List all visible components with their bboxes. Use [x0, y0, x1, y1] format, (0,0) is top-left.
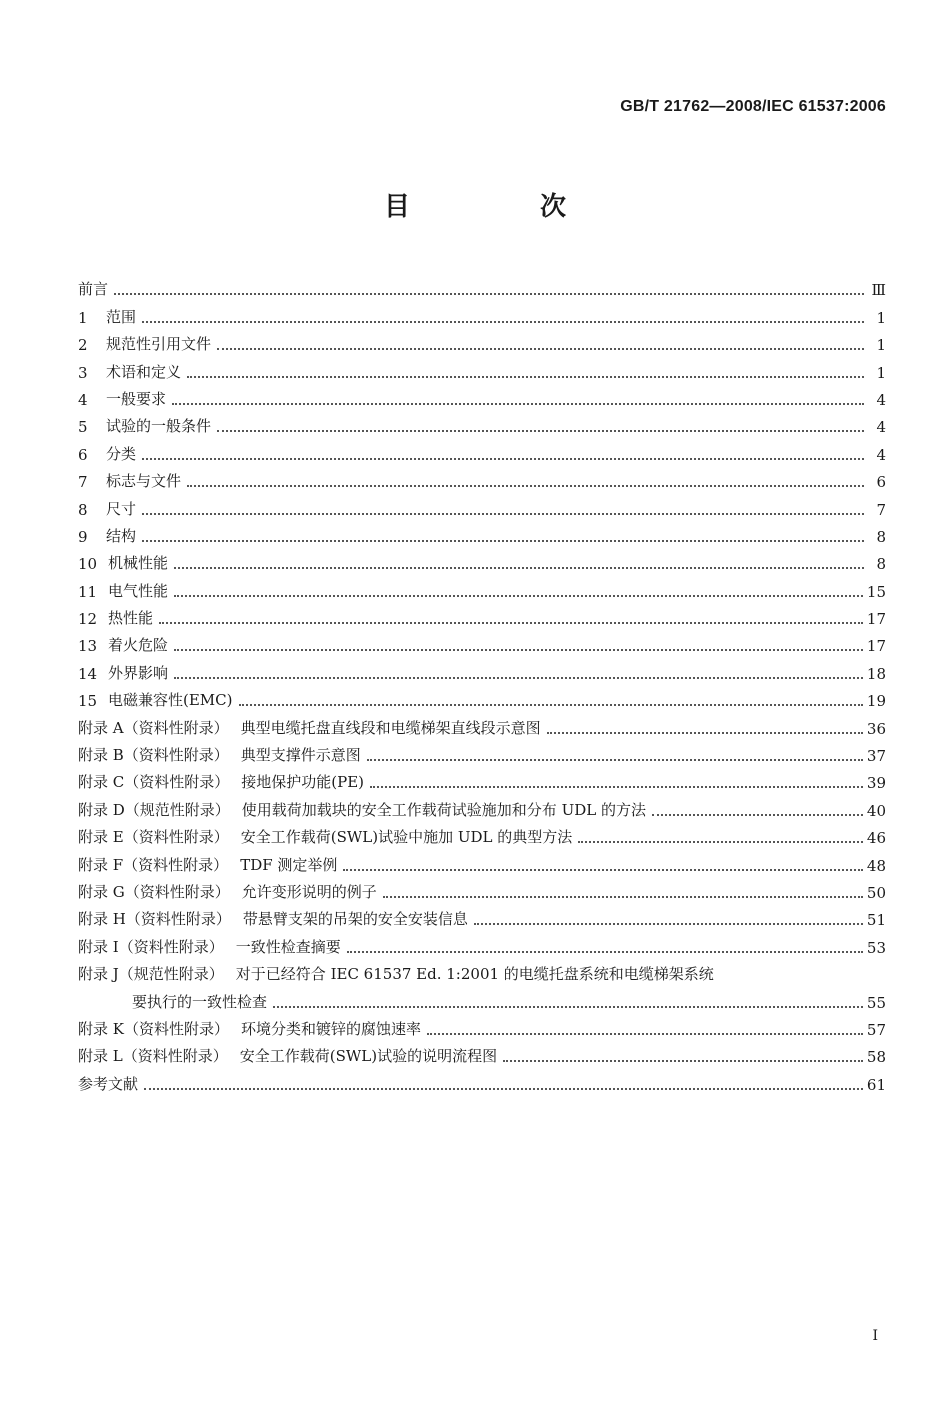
toc-leader-dots [142, 320, 864, 323]
toc-annex-label: 附录 H（资料性附录） [78, 910, 231, 929]
toc-title: 安全工作载荷(SWL)试验中施加 UDL 的典型方法 [240, 828, 573, 847]
toc-title: 参考文献 [78, 1074, 139, 1093]
toc-annex-label: 附录 E（资料性附录） [78, 828, 229, 847]
toc-title: 典型电缆托盘直线段和电缆梯架直线段示意图 [240, 718, 541, 737]
toc-title: 允许变形说明的例子 [241, 882, 377, 901]
toc-entry-annex-c[interactable] [78, 765, 886, 792]
toc-entry-annex-j-continued[interactable] [78, 984, 886, 1011]
toc-leader-dots [370, 785, 863, 788]
toc-leader-dots [187, 484, 864, 487]
page-number: Ⅰ [872, 1328, 878, 1344]
toc-title: 带悬臂支架的吊架的安全安装信息 [242, 910, 468, 929]
toc-page-number: 48 [866, 856, 886, 875]
toc-entry-foreword[interactable] [78, 272, 886, 299]
toc-page-number: 17 [866, 610, 886, 629]
toc-page-number: 17 [866, 637, 886, 656]
toc-entry-annex-f[interactable] [78, 847, 886, 874]
toc-entry[interactable] [78, 327, 886, 354]
toc-page-number: 1 [876, 308, 886, 327]
toc-title: 电气性能 [108, 581, 169, 600]
toc-leader-dots [142, 539, 864, 542]
toc-page-number: 8 [876, 527, 886, 546]
toc-title: 标志与文件 [106, 472, 182, 491]
toc-entry-annex-j[interactable] [78, 957, 886, 984]
toc-leader-dots [217, 429, 864, 432]
toc-page-number: 46 [866, 829, 886, 848]
toc-page-number: 4 [876, 390, 886, 409]
toc-entry[interactable] [78, 354, 886, 381]
toc-section-number: 14 [78, 664, 98, 683]
toc-entry[interactable] [78, 655, 886, 682]
toc-title: 试验的一般条件 [106, 417, 212, 436]
toc-entry-annex-l[interactable] [78, 1039, 886, 1066]
toc-leader-dots [174, 676, 863, 679]
toc-page-number: 51 [866, 911, 886, 930]
toc-section-number: 2 [78, 336, 88, 355]
toc-title: 规范性引用文件 [106, 335, 212, 354]
toc-leader-dots [427, 1032, 863, 1035]
toc-page-number: 18 [866, 664, 886, 683]
toc-leader-dots [187, 375, 864, 378]
toc-entry[interactable] [78, 464, 886, 491]
toc-entry-annex-g[interactable] [78, 875, 886, 902]
toc-leader-dots [174, 594, 863, 597]
toc-entry[interactable] [78, 683, 886, 710]
toc-section-number: 9 [78, 527, 88, 546]
toc-page-number: 6 [876, 473, 886, 492]
toc-leader-dots [172, 402, 864, 405]
toc-leader-dots [652, 813, 863, 816]
toc-annex-label: 附录 K（资料性附录） [78, 1019, 229, 1038]
toc-leader-dots [174, 648, 863, 651]
toc-annex-label: 附录 C（资料性附录） [78, 773, 230, 792]
toc-leader-dots [144, 1087, 863, 1090]
toc-entry[interactable] [78, 546, 886, 573]
toc-page-number: 7 [876, 500, 886, 519]
toc-annex-label: 附录 B（资料性附录） [78, 746, 229, 765]
toc-entry[interactable] [78, 628, 886, 655]
toc-annex-label: 附录 L（资料性附录） [78, 1047, 228, 1066]
toc-title: 接地保护功能(PE) [241, 773, 364, 792]
toc-annex-label: 附录 G（资料性附录） [78, 882, 230, 901]
toc-section-number: 10 [78, 555, 98, 574]
toc-leader-dots [142, 512, 864, 515]
toc-page-number: 1 [876, 363, 886, 382]
toc-leader-dots [142, 457, 864, 460]
toc-section-number: 6 [78, 445, 88, 464]
toc-leader-dots [174, 566, 864, 569]
toc-entry-bibliography[interactable] [78, 1066, 886, 1093]
toc-page-number: 4 [876, 418, 886, 437]
toc-leader-dots [383, 895, 863, 898]
toc-entry[interactable] [78, 436, 886, 463]
toc-section-number: 3 [78, 363, 88, 382]
toc-entry[interactable] [78, 519, 886, 546]
toc-page-number: 61 [866, 1075, 886, 1094]
toc-page-number: 50 [866, 883, 886, 902]
toc-leader-dots [217, 347, 864, 350]
toc-annex-label: 附录 F（资料性附录） [78, 855, 229, 874]
toc-entry-annex-b[interactable] [78, 738, 886, 765]
toc-leader-dots [367, 758, 863, 761]
toc-leader-dots [578, 840, 863, 843]
toc-entry-annex-k[interactable] [78, 1012, 886, 1039]
toc-title: 对于已经符合 IEC 61537 Ed. 1:2001 的电缆托盘系统和电缆梯架系统 [235, 965, 714, 984]
toc-page-number: 53 [866, 938, 886, 957]
toc-section-number: 1 [78, 308, 88, 327]
toc-title: 外界影响 [108, 663, 169, 682]
toc-section-number: 13 [78, 637, 98, 656]
toc-title: 机械性能 [108, 554, 169, 573]
toc-section-number: 12 [78, 610, 98, 629]
toc-section-number: 8 [78, 500, 88, 519]
toc-title: 环境分类和镀锌的腐蚀速率 [240, 1019, 421, 1038]
toc-title: 使用载荷加载块的安全工作载荷试验施加和分布 UDL 的方法 [241, 800, 646, 819]
toc-leader-dots [503, 1059, 863, 1062]
toc-annex-label: 附录 I（资料性附录） [78, 937, 224, 956]
toc-page-number: 57 [866, 1020, 886, 1039]
toc-entry-annex-i[interactable] [78, 929, 886, 956]
toc-page-number: 1 [876, 336, 886, 355]
toc-leader-dots [239, 703, 863, 706]
toc-entry[interactable] [78, 299, 886, 326]
toc-leader-dots [114, 292, 864, 295]
toc-entry[interactable] [78, 491, 886, 518]
toc-entry[interactable] [78, 601, 886, 628]
toc-title: 结构 [106, 526, 137, 545]
toc-title: 术语和定义 [106, 362, 182, 381]
toc-section-number: 7 [78, 473, 88, 492]
toc-leader-dots [343, 868, 863, 871]
standard-code: GB/T 21762—2008/IEC 61537:2006 [620, 98, 886, 115]
toc-page-number: Ⅲ [871, 281, 886, 300]
toc-page-number: 37 [866, 747, 886, 766]
toc-title: 范围 [106, 307, 137, 326]
toc-leader-dots [159, 621, 863, 624]
toc-entry-annex-a[interactable] [78, 710, 886, 737]
toc-annex-label: 附录 A（资料性附录） [78, 718, 229, 737]
toc-leader-dots [347, 950, 863, 953]
toc-page-number: 58 [866, 1048, 886, 1067]
toc-title: 电磁兼容性(EMC) [108, 691, 233, 710]
toc-page-number: 15 [866, 582, 886, 601]
toc-section-number: 4 [78, 390, 88, 409]
toc-entry-annex-d[interactable] [78, 792, 886, 819]
toc-title: 安全工作载荷(SWL)试验的说明流程图 [239, 1047, 498, 1066]
toc-section-number: 5 [78, 418, 88, 437]
toc-leader-dots [474, 922, 863, 925]
toc-title: TDF 测定举例 [240, 855, 338, 874]
toc-leader-dots [547, 731, 863, 734]
toc-page-number: 36 [866, 719, 886, 738]
toc-title: 热性能 [108, 609, 154, 628]
toc-page-number: 19 [866, 692, 886, 711]
toc-page-number: 4 [876, 445, 886, 464]
toc-leader-dots [273, 1005, 863, 1008]
toc-title: 要执行的一致性检查 [132, 992, 268, 1011]
toc-annex-label: 附录 D（规范性附录） [78, 800, 230, 819]
toc-annex-label: 附录 J（规范性附录） [78, 965, 224, 984]
table-of-contents [78, 272, 886, 1094]
toc-page-number: 40 [866, 801, 886, 820]
toc-section-number: 15 [78, 692, 98, 711]
toc-title: 前言 [78, 280, 109, 299]
toc-entry-annex-h[interactable] [78, 902, 886, 929]
toc-entry[interactable] [78, 409, 886, 436]
toc-page-number: 39 [866, 774, 886, 793]
toc-page-number: 8 [876, 555, 886, 574]
toc-entry[interactable] [78, 382, 886, 409]
toc-title: 一般要求 [106, 389, 167, 408]
toc-title: 一致性检查摘要 [235, 937, 341, 956]
toc-section-number: 11 [78, 582, 98, 601]
toc-entry-annex-e[interactable] [78, 820, 886, 847]
toc-title: 典型支撑件示意图 [240, 746, 361, 765]
toc-title: 着火危险 [108, 636, 169, 655]
toc-page-number: 55 [866, 993, 886, 1012]
toc-title: 尺寸 [106, 499, 137, 518]
page-title: 目 次 [383, 192, 618, 222]
toc-entry[interactable] [78, 573, 886, 600]
toc-title: 分类 [106, 444, 137, 463]
